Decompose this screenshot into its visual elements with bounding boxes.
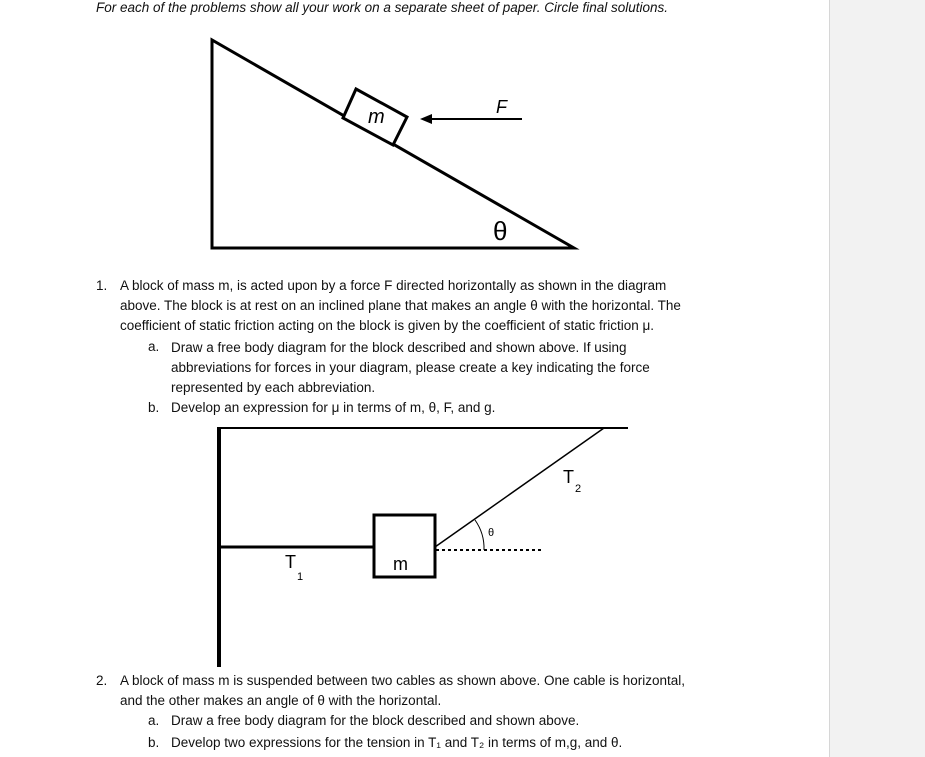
problem1-line1: A block of mass m, is acted upon by a force F directed horizontally as shown in the diagram	[120, 278, 667, 293]
problem1-b-text: Develop an expression for μ in terms of m, θ, F, and g.	[171, 400, 496, 415]
t1-label: T	[285, 552, 296, 572]
problem2-b-text: Develop two expressions for the tension in T₁ and T₂ in terms of m,g, and θ.	[171, 735, 623, 750]
problem2-b-label: b.	[148, 735, 160, 750]
problem1-number: 1.	[96, 278, 108, 293]
problem1-line2: above. The block is at rest on an inclined plane that makes an angle θ with the horizontal. The	[120, 298, 681, 313]
angle-label: θ	[488, 527, 495, 539]
cable-diagram	[0, 420, 829, 680]
angle-arc	[475, 520, 484, 550]
problem1-a-label: a.	[148, 339, 160, 354]
t2-label: T	[563, 467, 574, 487]
problem2-line1: A block of mass m is suspended between two cables as shown above. One cable is horizontal,	[120, 673, 686, 688]
t2-subscript: 2	[575, 483, 582, 495]
problem1-line3: coefficient of static friction acting on the block is given by the coefficient of static friction μ.	[120, 318, 655, 333]
problem2-line2: and the other makes an angle of θ with the horizontal.	[120, 693, 442, 708]
incline-diagram	[0, 0, 829, 270]
force-label: F	[496, 97, 507, 117]
angle-label: θ	[493, 216, 508, 246]
problem2-a-text: Draw a free body diagram for the block described and shown above.	[171, 713, 580, 728]
problem1-b-label: b.	[148, 400, 160, 415]
instructions-text: For each of the problems show all your work on a separate sheet of paper. Circle final solutions.	[96, 0, 669, 15]
side-panel	[829, 0, 925, 757]
mass-label: m	[393, 554, 408, 574]
force-arrowhead	[420, 114, 432, 124]
problem2-number: 2.	[96, 673, 108, 688]
problem1-a-line1: Draw a free body diagram for the block described and shown above. If using	[171, 340, 627, 355]
problem2-a-label: a.	[148, 713, 160, 728]
problem1-a-line2: abbreviations for forces in your diagram, please create a key indicating the force	[171, 360, 650, 375]
t1-subscript: 1	[297, 571, 304, 583]
mass-label: m	[368, 106, 385, 128]
problem1-a-line3: represented by each abbreviation.	[171, 380, 376, 395]
